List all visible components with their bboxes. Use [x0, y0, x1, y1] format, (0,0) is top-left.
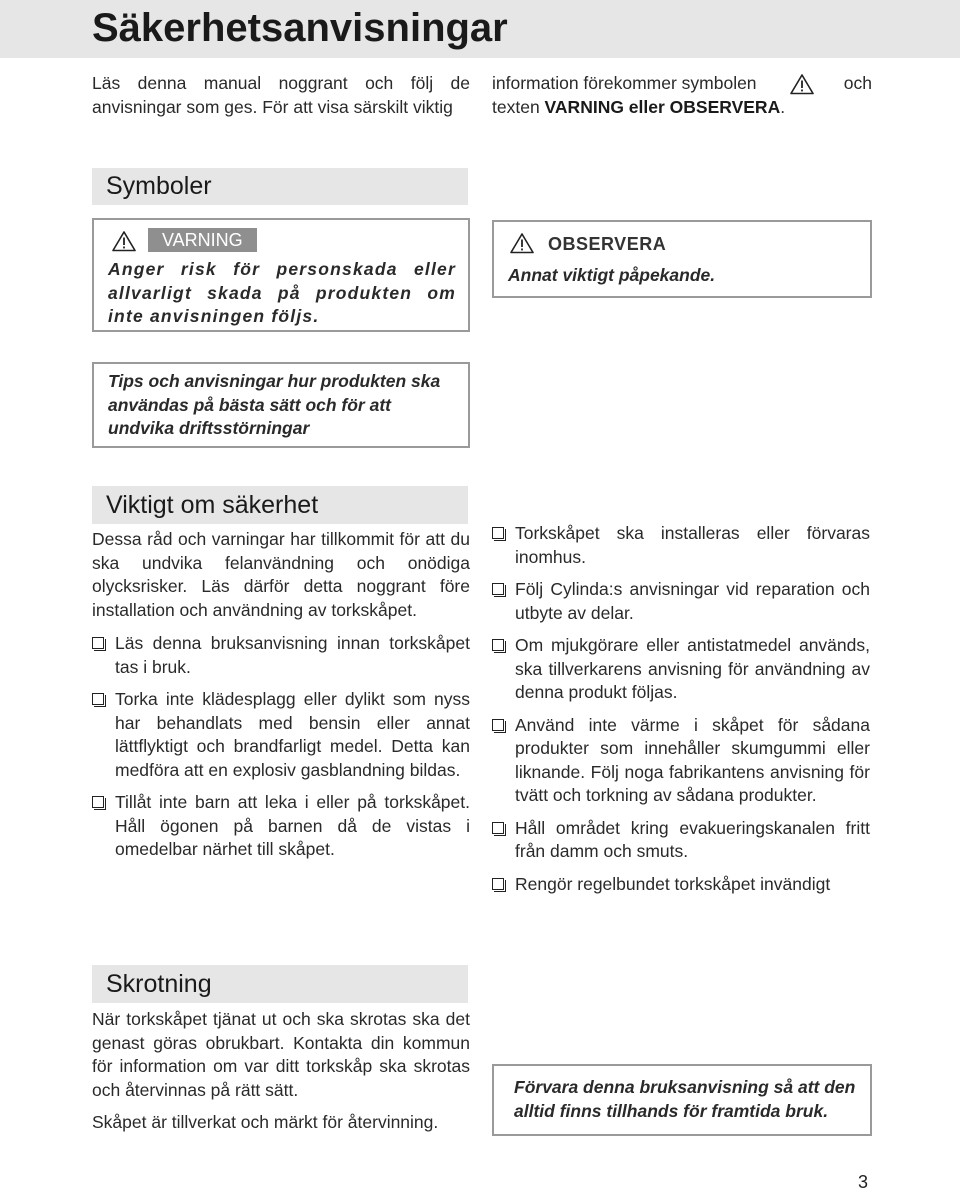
- intro-right-line2-prefix: texten: [492, 96, 545, 117]
- caution-label: OBSERVERA: [548, 234, 667, 254]
- intro-right-after-icon: och: [843, 73, 872, 93]
- disposal-paragraph-1: När torkskåpet tjänat ut och ska skrotas ska det genast göras obrukbart. Kontakta din kommun för information om var ditt torkskåp ska skrotas och återvinnas på rätt sätt.: [92, 1009, 470, 1100]
- tips-box: [92, 362, 470, 448]
- intro-right-before-icon: information förekommer symbolen: [492, 73, 757, 93]
- caution-text: Annat viktigt påpekande.: [508, 265, 716, 285]
- checkbox-icon: [492, 583, 504, 595]
- safety-left-column: [92, 528, 470, 871]
- caution-box: [492, 220, 872, 298]
- safety-heading: Viktigt om säkerhet: [92, 486, 468, 524]
- page-title: Säkerhetsanvisningar: [92, 6, 508, 50]
- list-item: Torkskåpet ska installeras eller förvaras inomhus.: [492, 522, 870, 569]
- keep-note-box: [492, 1064, 872, 1136]
- intro-right: [492, 72, 872, 119]
- warning-triangle-icon: [510, 232, 534, 254]
- list-item: Torka inte klädesplagg eller dylikt som nyss har behandlats med bensin eller annat lättflyktigt och brandfarligt medel. Detta kan medföra att en explosiv gasblandning bildas.: [92, 688, 470, 782]
- safety-intro: Dessa råd och varningar har tillkommit för att du ska undvika felanvändning och onödiga olycksrisker. Läs därför detta noggrant före installation och användning av torkskåpet.: [92, 529, 470, 620]
- checkbox-icon: [92, 693, 104, 705]
- intro-left: Läs denna manual noggrant och följ de anvisningar som ges. För att visa särskilt viktig: [92, 73, 470, 117]
- page-number: 3: [857, 1172, 868, 1192]
- safety-right-column: [492, 522, 870, 905]
- keep-note-text: Förvara denna bruksanvisning så att den alltid finns tillhands för framtida bruk.: [514, 1077, 856, 1121]
- list-item: Tillåt inte barn att leka i eller på torkskåpet. Håll ögonen på barnen då de vistas i omedelbar närhet till skåpet.: [92, 791, 470, 862]
- intro-right-line2-suffix: .: [780, 96, 786, 117]
- list-item: Läs denna bruksanvisning innan torkskåpet tas i bruk.: [92, 632, 470, 679]
- safety-left-list: [92, 632, 470, 862]
- warning-triangle-icon: [790, 73, 814, 95]
- disposal-heading: Skrotning: [92, 965, 468, 1003]
- list-item: Följ Cylinda:s anvisningar vid reparation och utbyte av delar.: [492, 578, 870, 625]
- checkbox-icon: [492, 527, 504, 539]
- list-item: Om mjukgörare eller antistatmedel används, ska tillverkarens anvisning för användning av denna produkt följas.: [492, 634, 870, 705]
- intro-right-line2-bold: VARNING eller OBSERVERA: [544, 96, 781, 117]
- symbols-heading: Symboler: [92, 168, 468, 205]
- checkbox-icon: [492, 878, 504, 890]
- list-item: Rengör regelbundet torkskåpet invändigt: [492, 873, 870, 897]
- list-item: Använd inte värme i skåpet för sådana produkter som innehåller skumgummi eller liknande. Följ noga fabrikantens anvisning för tvätt och torkning av sådana produkter.: [492, 714, 870, 808]
- safety-right-list: [492, 522, 870, 896]
- disposal-paragraph-2: Skåpet är tillverkat och märkt för återvinning.: [92, 1112, 439, 1132]
- checkbox-icon: [492, 719, 504, 731]
- warning-label: VARNING: [148, 228, 257, 252]
- checkbox-icon: [92, 637, 104, 649]
- checkbox-icon: [492, 822, 504, 834]
- tips-text: Tips och anvisningar hur produkten ska användas på bästa sätt och för att undvika driftsstörningar: [108, 371, 441, 438]
- warning-triangle-icon: [112, 230, 136, 252]
- disposal-text: [92, 1008, 470, 1135]
- warning-box: [92, 218, 470, 332]
- checkbox-icon: [92, 796, 104, 808]
- checkbox-icon: [492, 639, 504, 651]
- warning-text: Anger risk för personskada eller allvarligt skada på produkten om inte anvisningen följs.: [108, 259, 456, 326]
- list-item: Håll området kring evakueringskanalen fritt från damm och smuts.: [492, 817, 870, 864]
